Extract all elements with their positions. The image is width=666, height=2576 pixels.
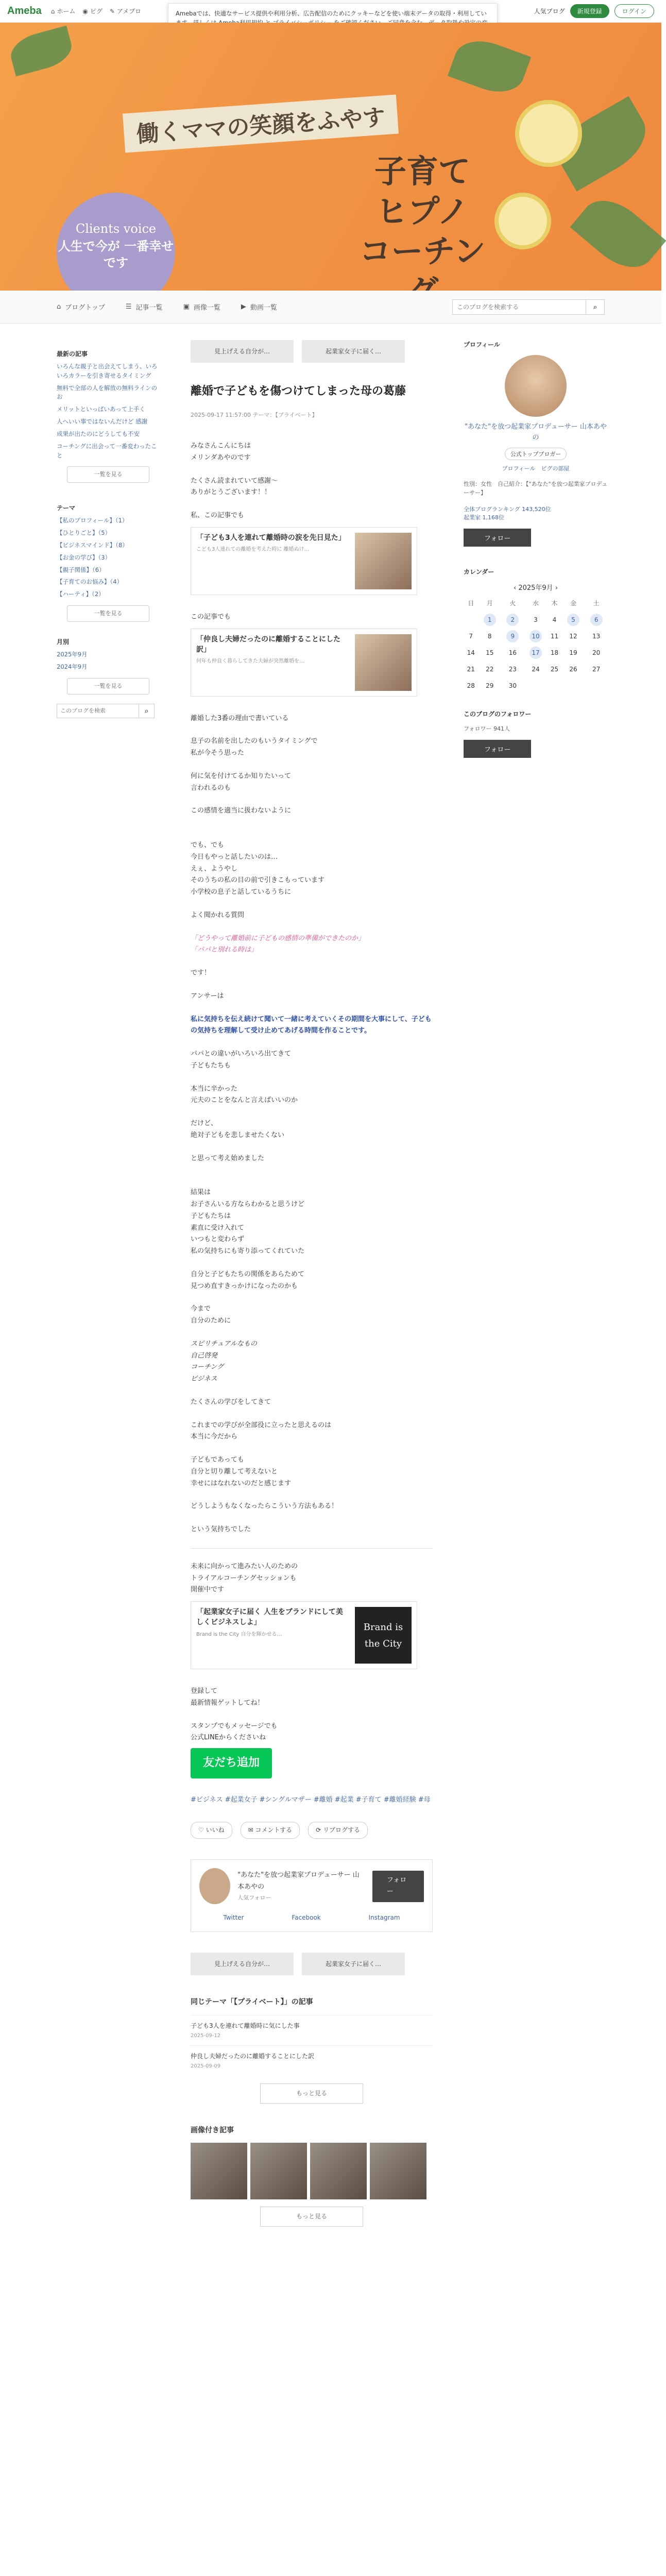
body-block-6: パパとの違いがいろいろ出てきて 子どもたちも 本当に辛かった 元夫のことをなんと言えばいいのか だけど、 絶対子どもを悲しませたくない と思って考え始めました (191, 1050, 298, 1162)
theme-item[interactable]: 【親子関係】（6） (57, 566, 105, 573)
article-title: 離婚で子どもを傷つけてしまった母の葛藤 (191, 385, 406, 398)
gallery-image[interactable] (250, 2143, 307, 2199)
archive-item[interactable]: 2024年9月 (57, 663, 88, 670)
sns-links (199, 1912, 424, 1923)
calendar-heading: カレンダー (464, 568, 494, 575)
ranking[interactable]: 全体ブログランキング 143,520位 (464, 505, 551, 513)
body-text: この記事でも (191, 613, 231, 621)
next-entry-button[interactable]: 起業家女子に届く… (302, 340, 405, 363)
related-heading: 同じテーマ「【プライベート】」の記事 (191, 1998, 313, 2007)
calendar: ‹ 2025年9月 › 日 月 火 水 木 金 土 1 2 3 4 5 6 7 8 9 10 11 12 13 14 15 16 17 18 19 20 21 22 23 24 25 26 27 28 29 30 (464, 582, 608, 694)
ameba-logo[interactable]: Ameba (7, 5, 42, 16)
sidebar-search-input[interactable] (57, 704, 139, 718)
follow-box (191, 1859, 433, 1932)
sidebar-search (57, 704, 160, 718)
theme-item[interactable]: 【ハーティ】（2） (57, 590, 105, 598)
profile-text: 性別：女性 自己紹介：【"あなた"を放つ起業家プロデューサー】 (464, 480, 608, 497)
popular-blog-link[interactable]: 人気ブログ (534, 8, 565, 15)
genre-ranking[interactable]: 起業家 1,168位 (464, 514, 504, 521)
right-sidebar (464, 340, 608, 758)
theme-item[interactable]: 【子育てのお悩み】（4） (57, 578, 123, 586)
blog-card-2[interactable]: 「仲良し夫婦だったのに離婚することにした訳」 何年も仲良く暮らしてきた夫婦が突然離婚を… (191, 629, 417, 697)
blog-nav-entries[interactable]: ☰ 記事一覧 (125, 303, 163, 312)
theme-item[interactable]: 【私のプロフィール】（1） (57, 517, 128, 524)
article-actions (191, 1822, 433, 1839)
instagram-link[interactable]: Instagram (368, 1914, 400, 1922)
body-block-3: 離婚した3番の理由で書いている 息子の名前を出したのもいうタイミングで 私が今そう思った 何に気を付けてるか知りたいって 言われるのも この感情を適当に扱わないように (191, 714, 318, 815)
mid-pager (191, 1953, 433, 1975)
search-icon[interactable]: ⌕ (139, 704, 155, 718)
body-block-10: 登録して 最新情報ゲットしてね！ スタンプでもメッセージでも 公式LINEからくださいね (191, 1687, 278, 1742)
answer-highlight: 私に気持ちを伝え続けて聞いて一緒に考えていくその期間を大事にして、子どもの気持ちを理解して受け止めてあげる時間を作ることです。 (191, 1015, 432, 1035)
line-add-friend-button[interactable]: 友だち追加 (191, 1748, 272, 1778)
archive-item[interactable]: 2025年9月 (57, 651, 88, 658)
recent-entry[interactable]: 成果が出たのにどうしても不安 (57, 430, 140, 437)
profile-links[interactable]: プロフィール ピグの部屋 (502, 465, 570, 472)
comment-button[interactable]: ✉ コメントする (241, 1822, 300, 1839)
recent-entry[interactable]: いろんな親子と出会えてしまう、いろいろカラーを引き寄せるタイミング (57, 363, 158, 379)
prev-entry-button[interactable]: 見上げえる自分が… (191, 1953, 294, 1975)
clients-voice-badge: Clients voice 人生で今が 一番幸せです (57, 193, 175, 311)
article-meta: 2025-09-17 11:57:00 テーマ：【プライベート】 (191, 411, 318, 418)
gallery-heading: 画像付き記事 (191, 2126, 234, 2134)
recent-heading: 最新の記事 (57, 350, 88, 358)
leaf-decoration (570, 188, 666, 280)
follow-name: "あなた"を放つ起業家プロデューサー 山本あやの (237, 1871, 360, 1891)
divider (191, 1548, 433, 1549)
prev-entry-button[interactable]: 見上げえる自分が… (191, 340, 294, 363)
body-block-5: です！ アンサーは (191, 969, 224, 1000)
blog-card-thumbnail (355, 634, 412, 691)
search-icon[interactable]: ⌕ (586, 299, 605, 315)
follower-count: フォロワー 941人 (464, 725, 510, 732)
profile-avatar[interactable] (505, 355, 567, 417)
gallery-more-button[interactable]: もっと見る (260, 2207, 363, 2227)
next-entry-button[interactable]: 起業家女子に届く… (302, 1953, 405, 1975)
body-block-7: 結果は お子さんいる方ならわかると思うけど 子どもたちは 素直に受け入れて いつもと変わらず 私の気持ちにも寄り添ってくれていた 自分と子どもたちの関係をあらためて 見つめ直すきっかけになったのかも 今まで 自分のために (191, 1189, 305, 1325)
blog-search-input[interactable] (452, 299, 586, 315)
leaf-decoration (448, 32, 531, 100)
related-item[interactable]: 子ども3人を連れて離婚時に気にした事 2025-09-12 (191, 2015, 433, 2046)
theme-item[interactable]: 【お金の学び】（3） (57, 553, 111, 561)
follow-button[interactable]: フォロー (372, 1871, 424, 1903)
recent-entry[interactable]: コーチングに出会って一番変わったこと (57, 442, 157, 459)
body-block-1: みなさんこんにちは メリンダあやのです たくさん読まれていて感謝〜 ありがとうございます！！ 私、この記事でも (191, 442, 278, 520)
archive-heading: 月別 (57, 638, 70, 646)
hashtags[interactable]: #ビジネス #起業女子 #シングルマザー #離婚 #起業 #子育て #離婚経験 #母 (191, 1795, 431, 1804)
blog-nav-top[interactable]: ⌂ ブログトップ (57, 303, 105, 312)
profile-name[interactable]: "あなた"を放つ起業家プロデューサー 山本あやの (465, 423, 607, 442)
leaf-decoration (7, 26, 76, 77)
pink-quote: 「どうやって離婚前に子どもの感情の準備ができたのか」 (191, 934, 365, 942)
recent-entry[interactable]: メリットといっぱいあって上手く (57, 405, 145, 413)
pink-quote: 「パパと別れる時は」 (191, 946, 258, 954)
global-nav-pigg[interactable]: ◉ ピグ (82, 7, 103, 15)
blog-nav (0, 291, 661, 324)
cookie-notice-text: Amebaでは、快適なサービス提供や利用分析、広告配信のためにクッキーなどを使い端末データの取得・利用してい (176, 10, 487, 17)
theme-item[interactable]: 【ひとりごと】（5） (57, 529, 111, 537)
article (191, 340, 433, 2234)
theme-item[interactable]: 【ビジネスマインド】（8） (57, 541, 128, 549)
login-button[interactable]: ログイン (614, 4, 654, 18)
facebook-link[interactable]: Facebook (292, 1914, 321, 1922)
theme-heading: テーマ (57, 504, 76, 512)
blog-header-banner[interactable] (0, 23, 661, 291)
flower-decoration (494, 193, 551, 249)
global-nav-home[interactable]: ⌂ ホーム (50, 7, 76, 15)
recent-entry[interactable]: 無料で全部の人を解放の無料ラインのお (57, 384, 158, 401)
global-nav-ameblo[interactable]: ✎ アメブロ (109, 7, 142, 15)
gallery-image[interactable] (310, 2143, 367, 2199)
archive-more-button[interactable]: 一覧を見る (67, 678, 149, 694)
follow-button[interactable]: フォロー (464, 529, 531, 547)
follow-sub: 人気フォロー (237, 1894, 271, 1902)
body-block-4: でも、でも 今日もやっと話したいのは… えぇ、ようやし そのうちの私の目の前で引きこもっています 小学校の息子と話しているうちに よく聞かれる質問 (191, 841, 325, 919)
calendar-month: ‹ 2025年9月 › (513, 584, 558, 592)
top-pager (191, 340, 433, 363)
blog-nav-videos[interactable]: ▶ 動画一覧 (241, 303, 277, 312)
related-item[interactable]: 仲良し夫婦だったのに離婚することにした訳 2025-09-09 (191, 2045, 433, 2076)
banner-tagline: 働くママの笑顔をふやす (123, 95, 399, 153)
gallery-image[interactable] (370, 2143, 426, 2199)
signup-button[interactable]: 新規登録 (570, 4, 609, 18)
followers-heading: このブログのフォロワー (464, 710, 532, 718)
like-button[interactable]: ♡ いいね (191, 1822, 232, 1839)
twitter-link[interactable]: Twitter (223, 1914, 244, 1922)
blog-nav-images[interactable]: ▣ 画像一覧 (183, 303, 220, 312)
official-badge: 公式トップブロガー (505, 448, 567, 460)
learning-list: スピリチュアルなもの 自己啓発 コーチング ビジネス (191, 1340, 257, 1383)
follow-button[interactable]: フォロー (464, 740, 531, 758)
related-entries (191, 1996, 433, 2227)
left-sidebar (57, 340, 160, 718)
banner-title: 子育て ヒプノ コーチン (359, 152, 486, 270)
blog-search (452, 299, 605, 315)
recent-more-button[interactable]: 一覧を見る (67, 466, 149, 483)
profile-heading: プロフィール (464, 341, 500, 348)
blog-card-1[interactable]: 「子ども3人を連れて離婚時の涙を先日見た」 こども3人連れての離婚を考えた時に 離婚ぬけ… (191, 527, 417, 595)
gallery-image[interactable] (191, 2143, 247, 2199)
blog-card-thumbnail (355, 533, 412, 589)
body-block-9: 未来に向かって進みたい人のための トライアルコーチングセッションも 開催中です (191, 1562, 298, 1594)
brand-thumbnail: Brand is the City (355, 1607, 412, 1664)
reblog-button[interactable]: ⟳ リブログする (308, 1822, 368, 1839)
global-nav (51, 7, 141, 15)
blog-card-3[interactable]: 「起業家女子に届く 人生をブランドにして美しくビジネスしよ」 Brand is the City 自分を輝かせる… Brand is the City (191, 1601, 417, 1669)
image-gallery (191, 2143, 433, 2199)
theme-more-button[interactable]: 一覧を見る (67, 605, 149, 622)
avatar (199, 1868, 230, 1904)
body-block-8: たくさんの学びをしてきて これまでの学びが全部役に立ったと思えるのは 本当に今だから 子どもであっても 自分と切り離して考えないと 幸せにはなれないのだと感じます どうしようもなくなったらこういう方法もある！ という気持ちでした (191, 1398, 338, 1534)
related-more-button[interactable]: もっと見る (260, 2083, 363, 2104)
recent-entry[interactable]: 人へいい事ではないんだけど 感謝 (57, 418, 148, 426)
flower-decoration (515, 100, 582, 167)
